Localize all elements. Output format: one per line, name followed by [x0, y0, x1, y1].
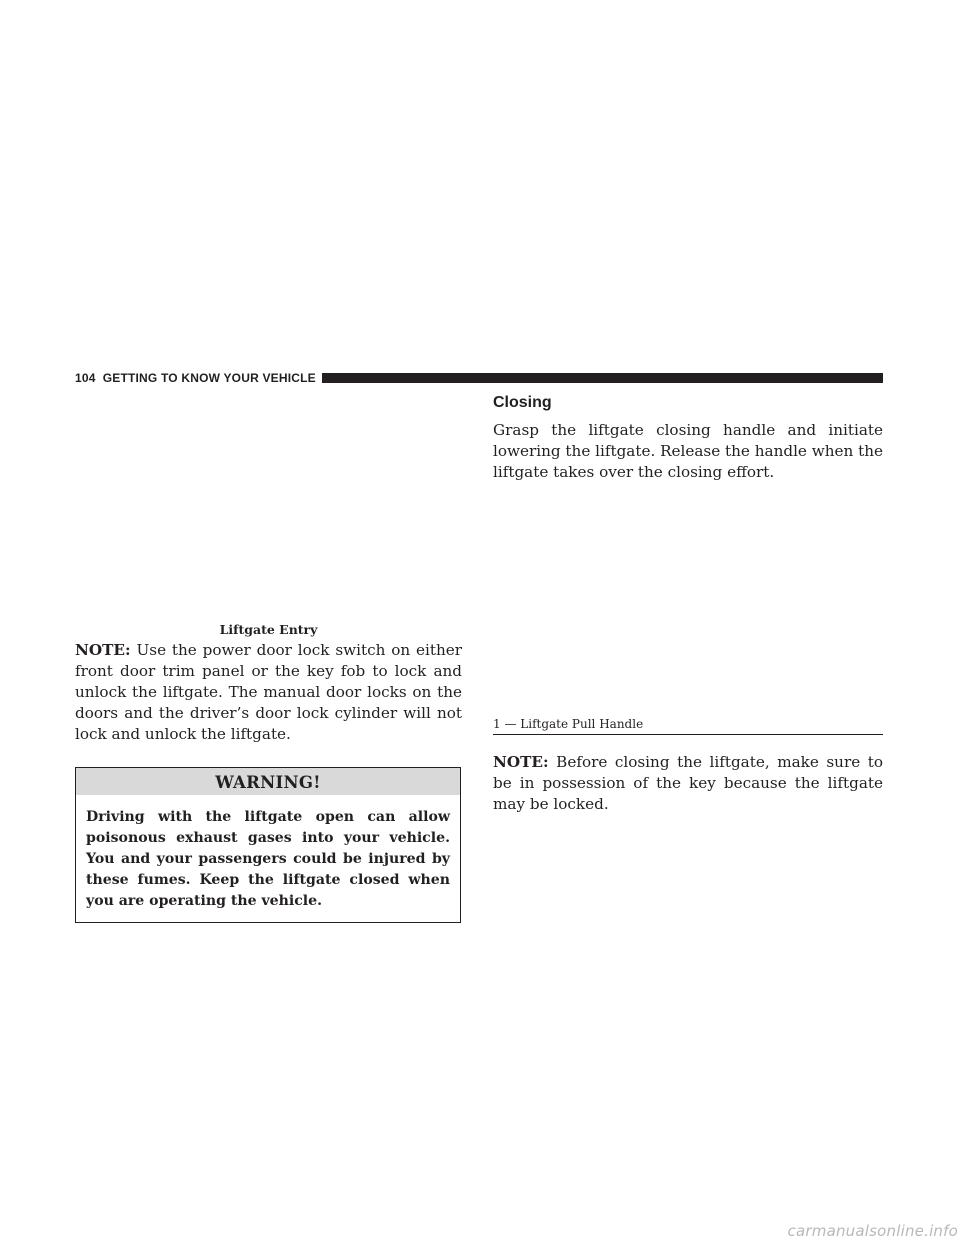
- page-number: 104: [75, 371, 96, 385]
- figure-image-area-right: [493, 483, 883, 716]
- note-label-right: NOTE:: [493, 753, 549, 771]
- note-label: NOTE:: [75, 641, 131, 659]
- figure-image-area: [75, 385, 462, 620]
- page-header: [75, 371, 883, 385]
- page-header-text: [75, 371, 316, 385]
- note-text-right: Before closing the liftgate, make sure to be in possession of the key because the liftgate may be locked.: [493, 753, 884, 813]
- header-rule: [322, 373, 883, 383]
- note-paragraph: [75, 640, 462, 745]
- warning-box: [75, 767, 461, 923]
- section-heading: Closing: [493, 394, 552, 411]
- right-column: [493, 385, 883, 815]
- watermark: carmanualsonline.info: [787, 1222, 958, 1240]
- warning-title: WARNING!: [76, 768, 460, 795]
- warning-text: Driving with the liftgate open can allow poisonous exhaust gases into your vehicle. You and your passengers could be injured by these fumes. Keep the liftgate closed when you are operating the vehicle.: [86, 809, 450, 909]
- figure-caption: Liftgate Entry: [219, 622, 318, 637]
- note-text: Use the power door lock switch on either front door trim panel or the key fob to lock and unlock the liftgate. The manual door locks on the doors and the driver’s door lock cylinder will not lock and unlock the liftgate.: [75, 641, 463, 743]
- figure-legend: 1 — Liftgate Pull Handle: [493, 716, 883, 735]
- left-column: [75, 385, 462, 923]
- body-paragraph: Grasp the liftgate closing handle and initiate lowering the liftgate. Release the handle when the liftgate takes over the closing effort.: [493, 421, 883, 481]
- note-paragraph-right: [493, 752, 883, 815]
- running-section-title: GETTING TO KNOW YOUR VEHICLE: [102, 371, 316, 385]
